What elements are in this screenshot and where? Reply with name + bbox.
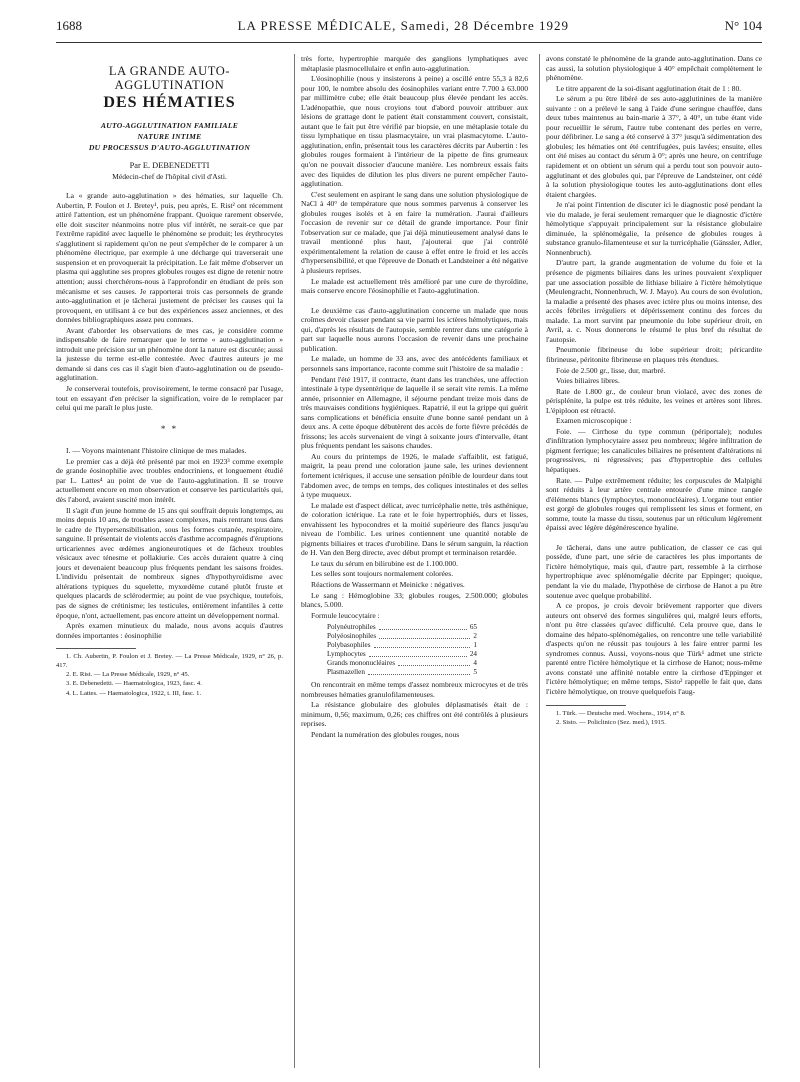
- paragraph: On rencontrait en même temps d'assez nombreux microcytes et de très nombreuses hématies granulofilamenteuses.: [301, 680, 528, 699]
- column-2: [301, 54, 528, 1072]
- paragraph: Il s'agit d'un jeune homme de 15 ans qui souffrait depuis longtemps, au moins depuis 10 ans, de troubles assez complexes, mais rentrant tous dans le cadre de l'hypersensibilisation, sous les formes cutanée, respiratoire, sanguine. Il présentait de violents accès d'asthme accompagnés d'éruptions urticariennes avec œdèmes angioneurotiques et de fâcheux troubles vésicaux avec ténesme et pollakiurie. Ces accès duraient quatre à cinq jours et devenaient beaucoup plus fréquents pendant les saisons froides. L'individu présentait de nombreux signes d'hypothyroïdisme avec altérations typiques du squelette, myxœdème cutané plutôt fruste et quelques placards de sclérodermie; au point de vue psychique, toutefois, pas de signes de crétinisme; les testicules, entièrement infantiles à cette époque, n'ont, actuellement, pas encore atteint un développement normal.: [56, 505, 283, 620]
- paragraph: Le deuxième cas d'auto-agglutination concerne un malade que nous croîmes devoir classer pendant sa vie parmi les ictères hémolytiques, mais qui, d'après les résultats de l'autopsie, semble rentrer dans une catégorie à part sur laquelle nous aurons l'occasion de revenir dans une prochaine publication.: [301, 305, 528, 353]
- article-subtitle-2: NATURE INTIME: [137, 132, 202, 141]
- row-value: 24: [469, 650, 477, 659]
- column-1: [56, 54, 283, 1072]
- paragraph: très forte, hypertrophie marquée des ganglions lymphatiques avec métaplasie plasmocellulaire et enfin auto-agglutination.: [301, 54, 528, 73]
- paragraph: Au cours du printemps de 1926, le malade s'affaiblit, est fatigué, maigrit, la peau prend une coloration jaune sale, les urines deviennent fortement ictériques, il accuse une sensation pénible de lourdeur dans tout l'abdomen avec, de temps en temps, des coliques intestinales et des selles à type muqueux.: [301, 451, 528, 500]
- running-header: [56, 18, 762, 38]
- column-rule-1: [294, 54, 295, 1068]
- table-row: [327, 641, 477, 650]
- row-value: 65: [469, 623, 477, 632]
- paragraph: Rate de 1.800 gr., de couleur brun violacé, avec des zones de périsplénite, la pulpe est très réduite, les veines et artères sont libres. L'épiploon est rétracté.: [546, 386, 762, 415]
- paragraph: Je tâcherai, dans une autre publication, de classer ce cas qui possède, d'une part, une série de caractères les plus importants de l'ictère hémolytique, mais qui, d'autre part, ressemble à la cirrhose hypertrophique avec splénomégalie décrite par Eppinger; quoique, pendant la vie du malade, l'hypothèse de cirrhose de Hanot a pu être soutenue avec quelque probabilité.: [546, 542, 762, 600]
- paragraph: Examen microscopique :: [556, 416, 632, 426]
- row-label: Lymphocytes: [327, 650, 366, 659]
- article-subtitle-3: DU PROCESSUS D'AUTO-AGGLUTINATION: [88, 143, 251, 152]
- paragraph: I. — Voyons maintenant l'histoire clinique de mes malades.: [66, 446, 247, 456]
- paragraph: Le malade est d'aspect délicat, avec turricéphalie nette, très asthénique, de coloration ictérique. La rate et le foie hypertrophiés, durs et lisses, envahissent les hypocondres et la moitié supérieure des flancs jusqu'au niveau de l'ombilic. Les urines contiennent une quantité notable de pigments biliaires et traces d'urobiline. Dans le sérum sanguin, la réaction de H. Van den Berg directe, avec début prompt et terminaison retardée.: [301, 500, 528, 558]
- article-subtitle-1: AUTO-AGGLUTINATION FAMILIALE: [100, 121, 239, 130]
- table-row: [327, 668, 477, 677]
- table-row: [327, 632, 477, 641]
- paragraph: Après examen minutieux du malade, nous avons acquis d'autres données importantes : éosinophilie: [56, 621, 283, 640]
- footnote: 2. E. Rist. — La Presse Médicale, 1929, n° 45.: [66, 670, 190, 678]
- paragraph: Le titre apparent de la soi-disant agglutination était de 1 : 80.: [556, 83, 742, 93]
- row-value: 2: [473, 632, 477, 641]
- row-label: Polyéosinophiles: [327, 632, 377, 641]
- column-rule-2: [539, 54, 540, 1068]
- footnote: 2. Sisto. — Policlinico (Sez. med.), 1915.: [556, 718, 666, 726]
- paragraph: La « grande auto-agglutination » des hématies, sur laquelle Ch. Aubertin, P. Foulon et J. Bretey¹, puis, peu après, E. Rist² ont récemment attiré l'attention, est un phénomène frappant. Quoique rarement observée, elle doit susciter néanmoins notre plus vif intérêt, ne serait-ce que par l'extrême rapidité avec laquelle le phénomène se produit; les érythrocytes s'agglutinent si rapidement qu'on ne peut s'empêcher de le comparer à un phénomène électrique, par exemple à une décharge qui traverserait une suspension et en provoquerait la précipitation. Le fait même d'observer un plasma qui agglutine ses propres globules rouges est digne de retenir notre attention; aussi cherchérons-nous à l'approfondir en étudiant de près son mécanisme et ses causes. Je rapporterai trois cas personnels de grande auto-agglutination et je tâcherai justement de préciser les causes qui la provoquent, en utilisant à ce but des expériences assez anciennes, et des données bibliographiques assez peu connues.: [56, 191, 283, 325]
- paragraph: Le sérum a pu être libéré de ses auto-agglutinines de la manière suivante : on a prélevé le sang à l'aide d'une seringue chauffée, dans deux tubes maintenus au bain-marie à 37°, à 40°, un tube étant vide pour recueillir le sérum, l'autre tube contenant des perles en verre, pour défibriner. Le sang a été conservé à 37° jusqu'à sédimentation des globules; les hématies ont été centrifugées, puis lavées; ensuite, elles ont été mises au contact du sérum à 0°; après une heure, on centrifuge rapidement et on obtient un sérum qui a perdu tout son pouvoir auto-agglutinant et des globules qui, par l'épreuve de Landsteiner, ont cédé à la solution physiologique toutes les auto-agglutinations dont elles étaient chargées.: [546, 94, 762, 199]
- row-label: Polynéutrophiles: [327, 623, 376, 632]
- paragraph: Foie de 2.500 gr., lisse, dur, marbré.: [556, 365, 666, 375]
- paragraph: Le taux du sérum en bilirubine est de 1.100.000.: [311, 558, 458, 568]
- row-label: Polybasophiles: [327, 641, 371, 650]
- paragraph: Pendant la numération des globules rouges, nous: [311, 729, 460, 739]
- paragraph: Le sang : Hémoglobine 33; globules rouges, 2.500.000; globules blancs, 5.000.: [301, 590, 528, 610]
- paragraph: Voies biliaires libres.: [556, 376, 620, 386]
- paragraph: avons constaté le phénomène de la grande auto-agglutination. Dans ce cas aussi, la solution physiologique à 40° empêchait complètement le phénomène.: [546, 54, 762, 83]
- footnote: 4. L. Lattes. — Haematologica, 1922, t. III, fasc. 1.: [66, 689, 202, 697]
- author-affiliation: Médecin-chef de l'hôpital civil d'Asti.: [112, 171, 227, 181]
- paragraph: Le premier cas a déjà été présenté par moi en 1923³ comme exemple de grande éosinophilie avec troubles endocriniens, et longuement étudié par L. Lattes⁴ au point de vue de l'auto-agglutination. Il se trouve actuellement encore en mon observation et conserve les particularités qui, dès l'abord, avaient suscité mon intérêt.: [56, 456, 283, 504]
- paragraph: L'éosinophilie (nous y insisterons à peine) a oscillé entre 55,3 à 82,6 pour 100, le nombre absolu des éosinophiles variant entre 7.700 à 63.000 par millimètre cube; elle était beaucoup plus élevée pendant les accès. L'adénopathie, que nous croyions tout d'abord pouvoir attribuer aux lésions de grattage dont le patient était constamment couvert, consistait, autant que le fait put être vérifié par biopsie, en une métaplasie totale du tissu lymphatique en tissu plasmacytaire, un vrai plasmacytome. L'auto-agglutination, enfin, présentait tous les caractères décrits par Aubertin : les globules rouges formaient à l'intérieur de la pipette de fins grumeaux qu'on ne pouvait dissocier d'aucune manière. Les nombreux essais faits avec des liquides de dilution les plus divers ne purent empêcher l'auto-agglutination.: [301, 74, 528, 189]
- section-separator: * *: [160, 423, 179, 434]
- row-value: 1: [473, 641, 477, 650]
- paragraph: Les selles sont toujours normalement colorées.: [311, 569, 454, 579]
- article-title-line1: LA GRANDE AUTO-AGGLUTINATION: [108, 64, 231, 92]
- journal-line: LA PRESSE MÉDICALE, Samedi, 28 Décembre 1929: [237, 18, 570, 33]
- paragraph: Réactions de Wassermann et Meinicke : négatives.: [311, 579, 465, 589]
- footnote: 1. Ch. Aubertin, P. Foulon et J. Bretey. — La Presse Médicale, 1929, n° 26, p. 417.: [56, 653, 283, 669]
- table-row: [327, 650, 477, 659]
- paragraph: Le malade est actuellement très amélioré par une cure de thyroïdine, mais conserve encore l'éosinophilie et l'auto-agglutination.: [301, 276, 528, 296]
- table-row: [327, 659, 477, 668]
- paragraph: Je n'ai point l'intention de discuter ici le diagnostic posé pendant la vie du malade, je ferai seulement remarquer que le diagnostic d'ictère hémolytique s'appuyait principalement sur la résistance globulaire diminuée, la splénomégalie, la présence de globules rouges à substance granulo-filamenteuse et sur la turricéphalie (Gänssler, Adler, Nonnenbruch).: [546, 200, 762, 257]
- paragraph: Formule leucocytaire :: [311, 610, 380, 620]
- paragraph: Foie. — Cirrhose du type commun (périportale); nodules d'infiltration lymphocytaire assez peu nombreux; légère infiltration de pigment ferrique; les canalicules biliaires ne présentent d'altérations ni progressives, ni régressives; pas d'hypertrophie des cellules hépatiques.: [546, 426, 762, 474]
- paragraph: La résistance globulaire des globules déplasmatisés était de : minimum, 0,56; maximum, 0,26; ces chiffres ont été contrôlés à plusieurs reprises.: [301, 700, 528, 729]
- article-title-line2: DES HÉMATIES: [103, 94, 236, 111]
- paragraph: Rate. — Pulpe extrêmement réduite; les corpuscules de Malpighi sont réduits à leur artère centrale entourée d'une mince rangée d'éléments blancs (lymphocytes, mononucléaires). L'organe tout entier est gorgé de globules rouges qui remplissent les sinus et forment, en somme, toute la masse du tissu, soutenus par un réticulum légèrement épaissi avec légère dégénérescence hyaline.: [546, 475, 762, 533]
- footnote: 3. E. Debenedetti. — Haematologica, 1923, fasc. 4.: [66, 680, 202, 688]
- paragraph: D'autre part, la grande augmentation de volume du foie et la présence de pigments biliaires dans les urines pouvaient s'expliquer par une association possible de lithiase biliaire à l'ictère hémolytique (Meulengracht, Nonnenbruch, W. J. Mayo). Au cours de son évolution, la maladie a présenté des phases avec ictère plus ou moins intense, des accès fébriles irréguliers et dépérissement continu des forces du malade. La mort survint par pneumonie du lobe supérieur droit, en Avril, a. c. Nous donnerons le résumé le plus bref du résultat de l'autopsie.: [546, 258, 762, 344]
- header-rule: [56, 42, 762, 43]
- paragraph: C'est seulement en aspirant le sang dans une solution physiologique de NaCl à 40° de température que nous sommes parvenus à conserver les globules rouges isolés et à en faire la numération. J'aurai d'ailleurs l'occasion de revenir sur ce détail de grande importance. Pour finir l'observation sur ce malade, que j'ai déjà minutieusement analysé dans le travail mentionné plus haut, j'ajouterai que j'ai contrôlé expérimentalement la relation de cause à effet entre le froid et les accès d'hypersensibilité, et que l'épreuve de Donath et Landsteiner a été négative à plusieurs reprises.: [301, 189, 528, 276]
- footnote-rule: [56, 648, 136, 649]
- row-value: 5: [473, 668, 477, 677]
- paragraph: A ce propos, je crois devoir brièvement rapporter que divers auteurs ont observé des formes singulières qui, malgré leurs efforts, n'ont pu être classées qu'avec difficulté. Cela prouve que, dans le domaine des hépato-splénomégalies, on rencontre une telle variabilité d'aspects qu'on ne réussit pas toujours à les faire entrer parmi les syndromes connus. Aussi, voyons-nous que Türk¹ admet une stricte parenté entre l'ictère hémolytique et la cirrhose de Hanot; nous-même avons constaté une affinité notable entre la cirrhose d'Eppinger et l'ictère hémolytique; en même temps, Sisto² rappelle le fait que, dans l'ictère hémolytique, on trouve quelquefois l'aug-: [546, 601, 762, 696]
- page-number: 1688: [56, 18, 82, 33]
- paragraph: Je conserverai toutefois, provisoirement, le terme consacré par l'usage, tout en essayant d'en préciser la signification, voire de le remplacer par celui qui me paraît le plus juste.: [56, 384, 283, 413]
- footnote-rule: [546, 705, 626, 706]
- author-byline: Par E. DEBENEDETTI: [129, 161, 210, 170]
- paragraph: Pendant l'été 1917, il contracte, étant dans les tranchées, une affection intestinale à type dysentérique de laquelle il se serait vite remis. La même année, prisonnier en Allemagne, il séjourne pendant treize mois dans de très mauvaises conditions hygiéniques. Rapatrié, il eut la grippe qui guérit sans complications et bénéficia ensuite d'une bonne santé pendant un à deux ans. A cette époque débutèrent des accès de forte fièvre précédés de frissons; les accès survenaient de vingt à soixante jours d'intervalle, étant plus fréquents pendant les saisons chaudes.: [301, 374, 528, 451]
- row-value: 4: [473, 659, 477, 668]
- row-label: Grands mononucléaires: [327, 659, 396, 668]
- leukocyte-formula-table: [327, 623, 477, 677]
- paragraph: Le malade, un homme de 33 ans, avec des antécédents familiaux et personnels sans importance, raconte comme suit l'histoire de sa maladie :: [301, 354, 528, 373]
- table-row: [327, 623, 477, 632]
- paragraph: Avant d'aborder les observations de mes cas, je considère comme indispensable de faire remarquer que le terme « auto-agglutination » introduit une précision sur un phénomène dont la nature est discutée; aussi la justesse du terme est-elle contestée. Avec d'autres auteurs je me demande si dans ces cas il s'agit bien d'auto-agglutination ou de pseudo-agglutination.: [56, 325, 283, 383]
- row-label: Plasmazellen: [327, 668, 365, 677]
- issue-number: N° 104: [724, 18, 762, 33]
- column-3: [546, 54, 762, 1072]
- footnote: 1. Türk. — Deutsche med. Wochens., 1914, n° 8.: [556, 709, 686, 717]
- paragraph: Pneumonie fibrineuse du lobe supérieur droit; péricardite fibrineuse, péritonite fibrineuse en plaques très étendues.: [546, 345, 762, 364]
